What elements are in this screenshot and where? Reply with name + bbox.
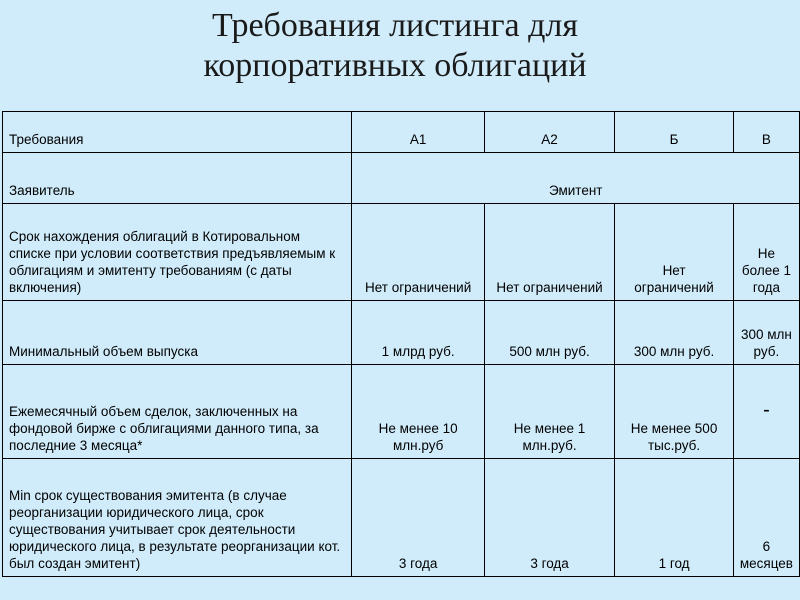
table-row-issuer	[3, 153, 800, 204]
table-row	[3, 459, 800, 577]
title-line-1: Требования листинга для	[211, 7, 579, 44]
cell-a1: 3 года	[352, 459, 484, 577]
cell-a1: Не менее 10 млн.руб	[352, 365, 484, 459]
issuer-label: Заявитель	[3, 153, 352, 204]
cell-a2: Нет ограничений	[484, 204, 614, 301]
header-a2: А2	[484, 112, 614, 153]
table-header-row	[3, 112, 800, 153]
cell-b: 1 год	[615, 459, 734, 577]
cell-v: 6 месяцев	[733, 459, 799, 577]
cell-b: 300 млн руб.	[615, 301, 734, 365]
issuer-value: Эмитент	[352, 153, 800, 204]
cell-a2: 3 года	[484, 459, 614, 577]
table-row	[3, 301, 800, 365]
cell-b: Не менее 500 тыс.руб.	[615, 365, 734, 459]
listing-requirements-table	[2, 111, 800, 577]
row-label: Минимальный объем выпуска	[3, 301, 352, 365]
cell-v: -	[733, 365, 799, 459]
cell-v: 300 млн руб.	[733, 301, 799, 365]
table-row	[3, 204, 800, 301]
cell-a1: Нет ограничений	[352, 204, 484, 301]
cell-a2: 500 млн руб.	[484, 301, 614, 365]
row-label: Срок нахождения облигаций в Котировальном списке при условии соответствия предъявляемым к облигациям и эмитенту требованиям (с даты включения)	[3, 204, 352, 301]
cell-b: Нет ограничений	[615, 204, 734, 301]
header-a1: А1	[352, 112, 484, 153]
header-b: Б	[615, 112, 734, 153]
cell-a1: 1 млрд руб.	[352, 301, 484, 365]
row-label: Min срок существования эмитента (в случае реорганизации юридического лица, срок существования учитывает срок деятельности юридического лица, в результате реорганизации кот. был создан эмитент)	[3, 459, 352, 577]
cell-v: Не более 1 года	[733, 204, 799, 301]
header-requirements: Требования	[3, 112, 352, 153]
table-row	[3, 365, 800, 459]
title-line-2: корпоративных облигаций	[203, 47, 587, 84]
row-label: Ежемесячный объем сделок, заключенных на фондовой бирже с облигациями данного типа, за последние 3 месяца*	[3, 365, 352, 459]
header-v: В	[733, 112, 799, 153]
cell-a2: Не менее 1 млн.руб.	[484, 365, 614, 459]
slide-title	[0, 6, 790, 86]
